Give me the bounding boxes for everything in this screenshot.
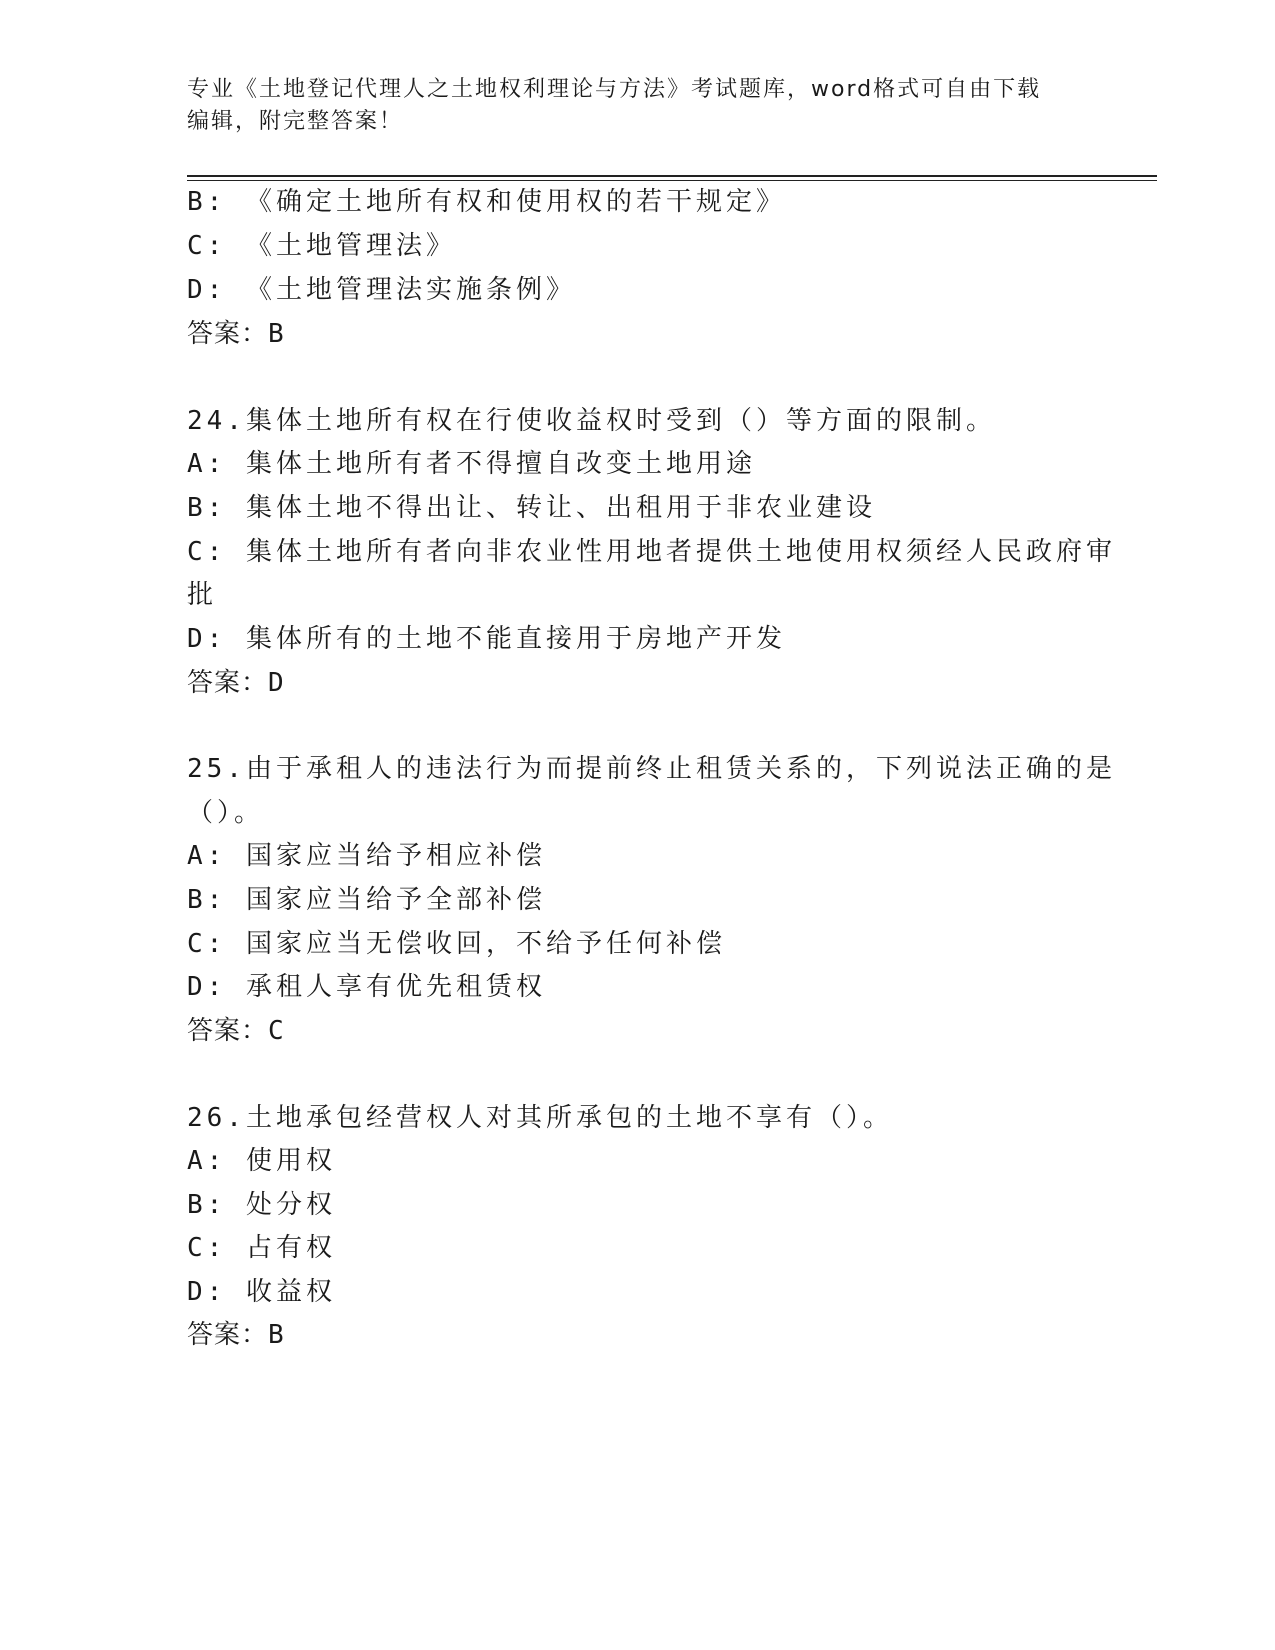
q25-option-a: A: 国家应当给予相应补偿: [187, 841, 546, 871]
header-rule-thick: [187, 175, 1157, 177]
q24-option-b: B: 集体土地不得出让、转让、出租用于非农业建设: [187, 493, 876, 523]
q23-option-c: C: 《土地管理法》: [187, 231, 456, 261]
q25-answer: [187, 1014, 285, 1048]
q24-answer: [187, 666, 285, 700]
document-header: [187, 74, 1087, 138]
q24-option-a: A: 集体土地所有者不得擅自改变土地用途: [187, 449, 756, 479]
q25-option-d: D: 承租人享有优先租赁权: [187, 972, 546, 1002]
q24-question: 24.集体土地所有权在行使收益权时受到（）等方面的限制。: [187, 406, 996, 436]
q24-option-c: C: 集体土地所有者向非农业性用地者提供土地使用权须经人民政府审: [187, 537, 1116, 567]
q26-option-b: B: 处分权: [187, 1190, 336, 1220]
q24-option-c-cont: 批: [187, 580, 218, 610]
q25-answer-key: C: [268, 1016, 285, 1046]
q25-option-c: C: 国家应当无偿收回，不给予任何补偿: [187, 929, 726, 959]
q24-option-d: D: 集体所有的土地不能直接用于房地产开发: [187, 624, 786, 654]
q26-answer: [187, 1318, 285, 1352]
q26-answer-key: B: [268, 1320, 285, 1350]
header-line-1: 专业《土地登记代理人之土地权利理论与方法》考试题库，word格式可自由下载: [187, 77, 1042, 102]
header-line-2: 编辑，附完整答案！: [187, 109, 404, 134]
q23-option-b: B: 《确定土地所有权和使用权的若干规定》: [187, 187, 786, 217]
q25-question: 25.由于承租人的违法行为而提前终止租赁关系的，下列说法正确的是: [187, 754, 1116, 784]
q25-answer-label: 答案：: [187, 1016, 269, 1046]
q23-option-d: D: 《土地管理法实施条例》: [187, 275, 576, 305]
q25-question-cont: （）。: [187, 798, 265, 828]
q23-answer: [187, 317, 285, 351]
header-rule-thin: [187, 180, 1157, 181]
q26-option-c: C: 占有权: [187, 1233, 336, 1263]
q26-question: 26.土地承包经营权人对其所承包的土地不享有（）。: [187, 1103, 893, 1133]
q25-option-b: B: 国家应当给予全部补偿: [187, 885, 546, 915]
q26-option-a: A: 使用权: [187, 1146, 336, 1176]
q24-answer-label: 答案：: [187, 668, 269, 698]
q23-answer-label: 答案：: [187, 319, 269, 349]
q23-answer-key: B: [268, 319, 285, 349]
q26-answer-label: 答案：: [187, 1320, 269, 1350]
q24-answer-key: D: [268, 668, 285, 698]
q26-option-d: D: 收益权: [187, 1277, 336, 1307]
